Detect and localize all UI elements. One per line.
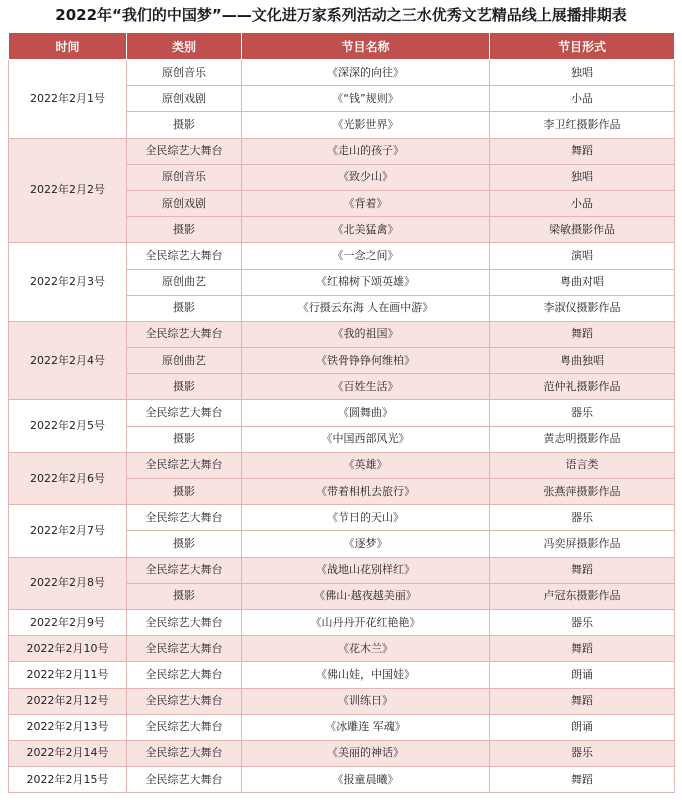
schedule-body: [9, 60, 675, 793]
program-name-cell: 《报童晨曦》: [242, 767, 490, 793]
table-row: [9, 505, 675, 531]
program-form-cell: 李卫红摄影作品: [490, 112, 675, 138]
category-cell: 原创戏剧: [127, 86, 242, 112]
table-row: [9, 662, 675, 688]
category-cell: 原创戏剧: [127, 190, 242, 216]
program-form-cell: 小品: [490, 86, 675, 112]
program-form-cell: 独唱: [490, 60, 675, 86]
program-name-cell: 《花木兰》: [242, 636, 490, 662]
date-cell: 2022年2月14号: [9, 740, 127, 766]
program-form-cell: 语言类: [490, 452, 675, 478]
table-row: [9, 767, 675, 793]
category-cell: 全民综艺大舞台: [127, 688, 242, 714]
program-name-cell: 《光影世界》: [242, 112, 490, 138]
program-name-cell: 《红棉树下颂英雄》: [242, 269, 490, 295]
program-form-cell: 舞蹈: [490, 321, 675, 347]
category-cell: 全民综艺大舞台: [127, 714, 242, 740]
program-form-cell: 卢冠东摄影作品: [490, 583, 675, 609]
category-cell: 摄影: [127, 479, 242, 505]
date-cell: 2022年2月12号: [9, 688, 127, 714]
table-row: [9, 321, 675, 347]
program-name-cell: 《北美猛禽》: [242, 217, 490, 243]
program-form-cell: 舞蹈: [490, 636, 675, 662]
category-cell: 原创曲艺: [127, 269, 242, 295]
category-cell: 摄影: [127, 583, 242, 609]
date-cell: 2022年2月1号: [9, 60, 127, 139]
date-cell: 2022年2月7号: [9, 505, 127, 557]
program-name-cell: 《我的祖国》: [242, 321, 490, 347]
program-name-cell: 《“钱”规则》: [242, 86, 490, 112]
program-name-cell: 《训练日》: [242, 688, 490, 714]
category-cell: 全民综艺大舞台: [127, 505, 242, 531]
category-cell: 摄影: [127, 426, 242, 452]
table-row: [9, 60, 675, 86]
category-cell: 全民综艺大舞台: [127, 321, 242, 347]
category-cell: 摄影: [127, 112, 242, 138]
program-name-cell: 《带着相机去旅行》: [242, 479, 490, 505]
program-form-cell: 李淑仪摄影作品: [490, 295, 675, 321]
program-form-cell: 舞蹈: [490, 557, 675, 583]
program-name-cell: 《英雄》: [242, 452, 490, 478]
table-row: [9, 138, 675, 164]
program-name-cell: 《行摄云东海 人在画中游》: [242, 295, 490, 321]
category-cell: 原创音乐: [127, 164, 242, 190]
page-title: 2022年“我们的中国梦”——文化进万家系列活动之三水优秀文艺精品线上展播排期表: [55, 6, 627, 24]
program-name-cell: 《美丽的神话》: [242, 740, 490, 766]
table-row: [9, 636, 675, 662]
program-name-cell: 《走山的孩子》: [242, 138, 490, 164]
program-form-cell: 独唱: [490, 164, 675, 190]
date-cell: 2022年2月11号: [9, 662, 127, 688]
program-name-cell: 《铁骨铮铮何维柏》: [242, 348, 490, 374]
program-form-cell: 器乐: [490, 609, 675, 635]
program-name-cell: 《山丹丹开花红艳艳》: [242, 609, 490, 635]
category-cell: 全民综艺大舞台: [127, 609, 242, 635]
table-row: [9, 688, 675, 714]
program-name-cell: 《中国西部风光》: [242, 426, 490, 452]
table-row: [9, 243, 675, 269]
table-row: [9, 714, 675, 740]
date-cell: 2022年2月3号: [9, 243, 127, 322]
category-cell: 全民综艺大舞台: [127, 662, 242, 688]
category-cell: 原创曲艺: [127, 348, 242, 374]
schedule-table: [8, 32, 675, 793]
program-form-cell: 器乐: [490, 740, 675, 766]
category-cell: 摄影: [127, 531, 242, 557]
header-category: 类别: [127, 33, 242, 60]
category-cell: 全民综艺大舞台: [127, 740, 242, 766]
date-cell: 2022年2月2号: [9, 138, 127, 243]
category-cell: 全民综艺大舞台: [127, 557, 242, 583]
date-cell: 2022年2月13号: [9, 714, 127, 740]
category-cell: 摄影: [127, 374, 242, 400]
program-name-cell: 《致少山》: [242, 164, 490, 190]
program-form-cell: 小品: [490, 190, 675, 216]
program-name-cell: 《深深的向往》: [242, 60, 490, 86]
category-cell: 全民综艺大舞台: [127, 636, 242, 662]
table-header-row: [9, 33, 675, 60]
program-form-cell: 器乐: [490, 400, 675, 426]
program-name-cell: 《背着》: [242, 190, 490, 216]
program-form-cell: 舞蹈: [490, 767, 675, 793]
category-cell: 全民综艺大舞台: [127, 243, 242, 269]
table-row: [9, 557, 675, 583]
program-name-cell: 《战地山花别样红》: [242, 557, 490, 583]
program-form-cell: 朗诵: [490, 714, 675, 740]
category-cell: 原创音乐: [127, 60, 242, 86]
program-name-cell: 《圆舞曲》: [242, 400, 490, 426]
program-name-cell: 《逐梦》: [242, 531, 490, 557]
date-cell: 2022年2月6号: [9, 452, 127, 504]
program-name-cell: 《佛山娃，中国娃》: [242, 662, 490, 688]
category-cell: 全民综艺大舞台: [127, 138, 242, 164]
header-time: 时间: [9, 33, 127, 60]
program-form-cell: 张燕萍摄影作品: [490, 479, 675, 505]
date-cell: 2022年2月10号: [9, 636, 127, 662]
program-form-cell: 演唱: [490, 243, 675, 269]
date-cell: 2022年2月5号: [9, 400, 127, 452]
date-cell: 2022年2月4号: [9, 321, 127, 400]
category-cell: 全民综艺大舞台: [127, 400, 242, 426]
category-cell: 摄影: [127, 217, 242, 243]
table-row: [9, 400, 675, 426]
program-name-cell: 《百姓生活》: [242, 374, 490, 400]
program-name-cell: 《一念之间》: [242, 243, 490, 269]
program-name-cell: 《冰雕连 军魂》: [242, 714, 490, 740]
program-form-cell: 舞蹈: [490, 688, 675, 714]
program-form-cell: 梁敏摄影作品: [490, 217, 675, 243]
date-cell: 2022年2月15号: [9, 767, 127, 793]
program-name-cell: 《佛山·越夜越美丽》: [242, 583, 490, 609]
category-cell: 摄影: [127, 295, 242, 321]
date-cell: 2022年2月9号: [9, 609, 127, 635]
program-form-cell: 朗诵: [490, 662, 675, 688]
program-form-cell: 粤曲对唱: [490, 269, 675, 295]
program-form-cell: 舞蹈: [490, 138, 675, 164]
date-cell: 2022年2月8号: [9, 557, 127, 609]
header-program-form: 节目形式: [490, 33, 675, 60]
program-form-cell: 粤曲独唱: [490, 348, 675, 374]
program-form-cell: 器乐: [490, 505, 675, 531]
program-form-cell: 冯奕屏摄影作品: [490, 531, 675, 557]
program-form-cell: 黄志明摄影作品: [490, 426, 675, 452]
program-name-cell: 《节日的天山》: [242, 505, 490, 531]
category-cell: 全民综艺大舞台: [127, 452, 242, 478]
table-row: [9, 452, 675, 478]
header-program-name: 节目名称: [242, 33, 490, 60]
table-row: [9, 609, 675, 635]
table-row: [9, 740, 675, 766]
program-form-cell: 范仲礼摄影作品: [490, 374, 675, 400]
category-cell: 全民综艺大舞台: [127, 767, 242, 793]
